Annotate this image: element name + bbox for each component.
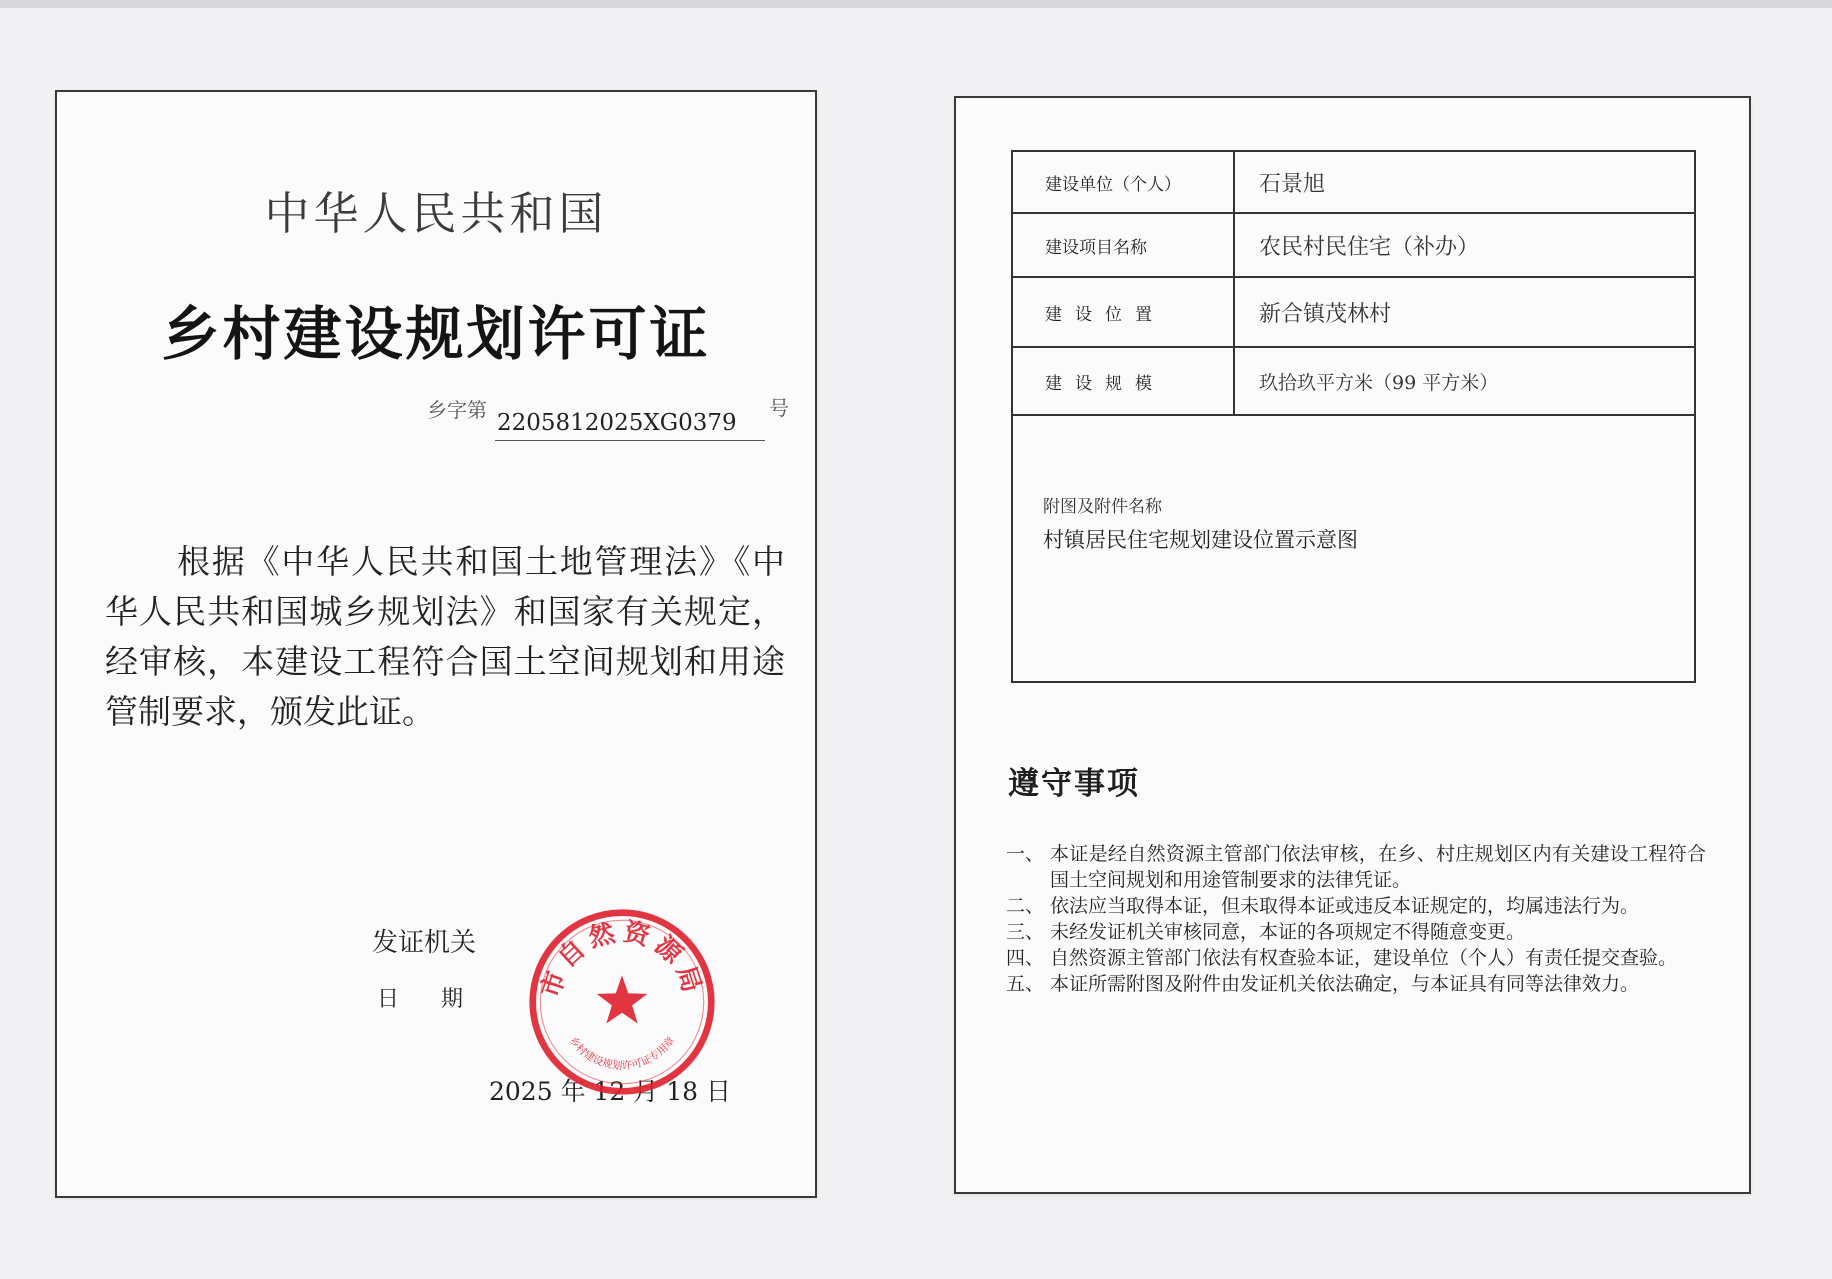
table-label-project-name: 建设项目名称 — [1013, 214, 1235, 276]
table-value-builder: 石景旭 — [1259, 171, 1326, 197]
list-item — [1006, 893, 1706, 919]
table-value-location: 新合镇茂林村 — [1259, 301, 1392, 327]
list-item — [1006, 919, 1706, 945]
date-label: 日期 — [377, 987, 506, 1012]
certificate-front-page — [55, 90, 817, 1198]
attachments-label: 附图及附件名称 — [1043, 497, 1162, 517]
table-label-location: 建设位置 — [1013, 278, 1235, 346]
seal-text: 市自然资源局 — [535, 916, 709, 1002]
note-index: 二、 — [1006, 895, 1045, 917]
notes-heading: 遵守事项 — [1008, 766, 1140, 802]
table-value-project-name: 农民村民住宅（补办） — [1259, 234, 1480, 260]
attachments-value: 村镇居民住宅规划建设位置示意图 — [1043, 528, 1358, 552]
table-label-builder: 建设单位（个人） — [1013, 152, 1235, 212]
official-seal-stamp — [527, 907, 717, 1097]
project-info-table — [1011, 150, 1696, 683]
note-text: 未经发证机关审核同意，本证的各项规定不得随意变更。 — [1050, 921, 1526, 943]
seal-subtext: 乡村建设规划许可证专用章 — [566, 1034, 678, 1073]
note-index: 四、 — [1006, 947, 1045, 969]
certificate-number-suffix: 号 — [769, 396, 789, 420]
certificate-number-underline — [495, 440, 765, 441]
certificate-back-page — [954, 96, 1751, 1194]
note-text: 本证所需附图及附件由发证机关依法确定，与本证具有同等法律效力。 — [1050, 973, 1640, 995]
note-text: 自然资源主管部门依法有权查验本证，建设单位（个人）有责任提交查验。 — [1050, 947, 1678, 969]
issue-date: 2025 年 12 月 18 日 — [489, 1077, 731, 1106]
svg-text:乡村建设规划许可证专用章 — [567, 1034, 678, 1072]
table-row — [1013, 278, 1694, 348]
note-index: 三、 — [1006, 921, 1045, 943]
table-value-scale: 玖拾玖平方米（99 平方米） — [1259, 371, 1499, 394]
certificate-number: 2205812025XG0379 — [497, 410, 737, 436]
certificate-body-text: 根据《中华人民共和国土地管理法》《中华人民共和国城乡规划法》和国家有关规定，经审核，本建设工程符合国土空间规划和用途管制要求，颁发此证。 — [105, 542, 785, 731]
table-row — [1013, 152, 1694, 214]
table-row — [1013, 214, 1694, 278]
note-index: 一、 — [1006, 843, 1045, 865]
table-row — [1013, 348, 1694, 416]
list-item — [1006, 841, 1706, 893]
list-item — [1006, 945, 1706, 971]
note-index: 五、 — [1006, 973, 1045, 995]
note-text: 本证是经自然资源主管部门依法审核，在乡、村庄规划区内有关建设工程符合国土空间规划和用途管制要求的法律凭证。 — [1050, 843, 1706, 891]
certificate-title: 乡村建设规划许可证 — [161, 300, 711, 368]
list-item — [1006, 971, 1706, 997]
issuing-authority-label: 发证机关 — [372, 928, 477, 958]
note-text: 依法应当取得本证，但未取得本证或违反本证规定的，均属违法行为。 — [1050, 895, 1640, 917]
notes-list — [1006, 841, 1706, 997]
table-label-scale: 建设规模 — [1013, 348, 1235, 414]
nation-heading: 中华人民共和国 — [264, 187, 608, 240]
certificate-number-prefix: 乡字第 — [427, 398, 487, 422]
photo-top-edge — [0, 0, 1832, 8]
